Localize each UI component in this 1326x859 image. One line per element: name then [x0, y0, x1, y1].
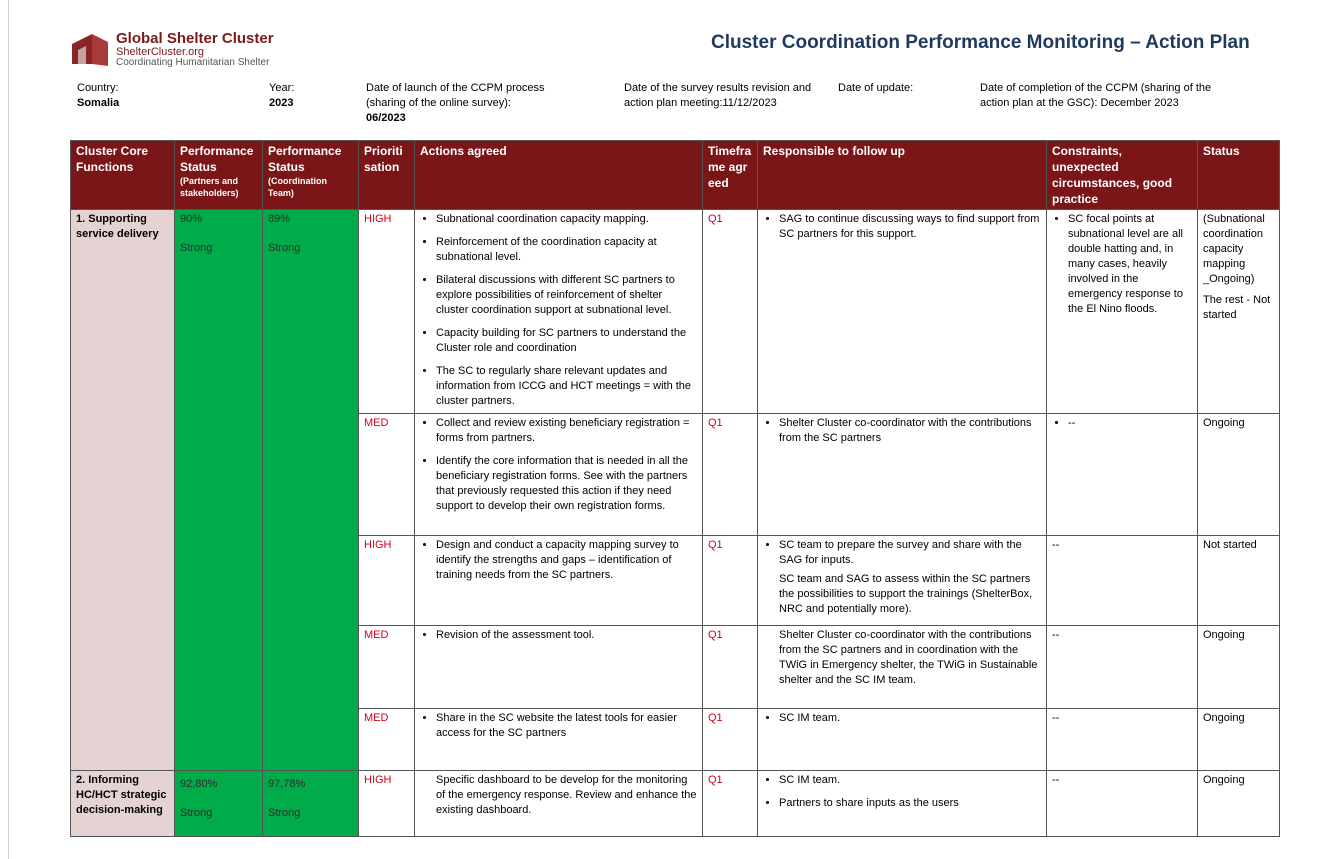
actions-cell: [415, 709, 703, 771]
priority-cell: HIGH: [359, 210, 415, 414]
section1-name: 1. Supporting service delivery: [71, 210, 175, 771]
header-prioritisation: Prioritisation: [359, 141, 415, 210]
header-cluster-core-functions: Cluster Core Functions: [71, 141, 175, 210]
logo-site: ShelterCluster.org: [116, 46, 205, 58]
timeframe-cell: Q1: [703, 210, 758, 414]
launch-label: Date of launch of the CCPM process (sharing of the online survey):: [366, 82, 545, 109]
timeframe-cell: Q1: [703, 414, 758, 536]
timeframe-cell: Q1: [703, 536, 758, 626]
action-plan-table: [70, 140, 1280, 837]
status-cell: [1198, 210, 1280, 414]
constraints-cell: [1047, 414, 1198, 536]
table-row: [71, 771, 1280, 837]
meta-completion: Date of completion of the CCPM (sharing of the action plan at the GSC): December 2023: [980, 82, 1212, 109]
action-item: • Capacity building for SC partners to understand the Cluster role and coordination: [436, 326, 697, 356]
priority-cell: MED: [359, 414, 415, 536]
action-item: • Subnational coordination capacity mapping.: [436, 212, 697, 227]
section1-perf-partners: [175, 210, 263, 771]
logo-title: Global Shelter Cluster: [116, 30, 274, 47]
status-cell: Ongoing: [1198, 771, 1280, 837]
actions-cell: [415, 414, 703, 536]
responsible-cell: [758, 414, 1047, 536]
constraints-item: • --: [1068, 416, 1192, 431]
action-item: • The SC to regularly share relevant updates and information from ICCG and HCT meetings = with the cluster partners.: [436, 364, 697, 409]
header-responsible: Responsible to follow up: [758, 141, 1047, 210]
header-perf1-label: Performance Status: [180, 144, 254, 174]
section2-name: 2. Informing HC/HCT strategic decision-making: [71, 771, 175, 837]
priority-cell: MED: [359, 709, 415, 771]
constraints-item: • SC focal points at subnational level are all double hatting and, in many cases, heavily involved in the emergency response to the El Nino floods.: [1068, 212, 1192, 317]
logo-tagline: Coordinating Humanitarian Shelter: [116, 57, 270, 68]
status-cell: Ongoing: [1198, 414, 1280, 536]
action-item: • Revision of the assessment tool.: [436, 628, 697, 643]
page-left-border: [8, 0, 9, 859]
actions-cell: Specific dashboard to be develop for the monitoring of the emergency response. Review and enhance the existing dashboard.: [415, 771, 703, 837]
responsible-cell: [758, 210, 1047, 414]
section2-perf2-label: Strong: [268, 807, 301, 819]
status-cell: Ongoing: [1198, 626, 1280, 709]
section2-perf2-value: 97,78%: [268, 778, 306, 790]
constraints-cell: --: [1047, 771, 1198, 837]
action-item: • Collect and review existing beneficiary registration = forms from partners.: [436, 416, 697, 446]
responsible-extra: SC team and SAG to assess within the SC partners the possibilities to support the trainings (ShelterBox, NRC and potentially more).: [779, 573, 1033, 615]
meta-update: Date of update:: [838, 82, 914, 94]
header-perf2-label: Performance Status: [268, 144, 342, 174]
header-perf2-sub: (Coordination Team): [268, 176, 327, 198]
constraints-cell: [1047, 210, 1198, 414]
header-constraints: Constraints, unexpected circumstances, good practice: [1047, 141, 1198, 210]
priority-cell: HIGH: [359, 771, 415, 837]
global-shelter-cluster-logo: [68, 28, 298, 72]
header-perf1-sub: (Partners and stakeholders): [180, 176, 239, 198]
constraints-cell: --: [1047, 536, 1198, 626]
responsible-cell: [758, 709, 1047, 771]
year-value: 2023: [269, 97, 294, 109]
timeframe-cell: Q1: [703, 626, 758, 709]
year-label: Year:: [269, 82, 295, 94]
header-timeframe: Timeframe agreed: [703, 141, 758, 210]
section1-perf2-value: 89%: [268, 213, 291, 225]
table-header-row: [71, 141, 1280, 210]
responsible-cell: [758, 771, 1047, 837]
action-item: • Design and conduct a capacity mapping survey to identify the strengths and gaps – identification of training needs from the SC partners.: [436, 538, 697, 583]
priority-cell: MED: [359, 626, 415, 709]
responsible-item: • SC IM team.: [779, 711, 1041, 726]
responsible-item: • Shelter Cluster co-coordinator with the contributions from the SC partners: [779, 416, 1041, 446]
timeframe-cell: Q1: [703, 771, 758, 837]
header-actions-agreed: Actions agreed: [415, 141, 703, 210]
launch-value: 06/2023: [366, 112, 406, 124]
meta-country: [77, 81, 227, 111]
status-cell: Not started: [1198, 536, 1280, 626]
constraints-cell: --: [1047, 626, 1198, 709]
section1-perf1-label: Strong: [180, 242, 213, 254]
responsible-item: • SC team to prepare the survey and share with the SAG for inputs.: [779, 538, 1041, 568]
meta-revision: Date of the survey results revision and action plan meeting:11/12/2023: [624, 82, 812, 109]
section1-perf1-value: 90%: [180, 213, 203, 225]
table-row: [71, 210, 1280, 414]
header-status: Status: [1198, 141, 1280, 210]
country-value: Somalia: [77, 97, 120, 109]
action-item: • Identify the core information that is needed in all the beneficiary registration forms. See with the partners that previously requested this action if they need support to develop their own registration forms.: [436, 454, 697, 514]
header-performance-partners: [175, 141, 263, 210]
page-title: Cluster Coordination Performance Monitoring – Action Plan: [711, 32, 1250, 53]
section2-perf-partners: [175, 771, 263, 837]
responsible-cell: Shelter Cluster co-coordinator with the contributions from the SC partners and in coordination with the TWiG in Emergency shelter, the TWiG in Sustainable shelter and the SC IM team.: [758, 626, 1047, 709]
constraints-cell: --: [1047, 709, 1198, 771]
meta-launch: [366, 81, 556, 126]
header-performance-coordination: [263, 141, 359, 210]
timeframe-cell: Q1: [703, 709, 758, 771]
responsible-cell: [758, 536, 1047, 626]
priority-cell: HIGH: [359, 536, 415, 626]
actions-cell: [415, 536, 703, 626]
house-book-icon: [68, 30, 112, 68]
section2-perf-coordination: [263, 771, 359, 837]
section2-perf1-value: 92,80%: [180, 778, 218, 790]
status-cell: Ongoing: [1198, 709, 1280, 771]
status-text: The rest - Not started: [1203, 294, 1271, 321]
actions-cell: [415, 210, 703, 414]
status-text: (Subnational coordination capacity mapping _Ongoing): [1203, 213, 1265, 285]
section2-perf1-label: Strong: [180, 807, 213, 819]
responsible-item: • SAG to continue discussing ways to find support from SC partners for this support.: [779, 212, 1041, 242]
action-item: • Bilateral discussions with different SC partners to explore possibilities of reinforcement of shelter cluster coordination support at subnational level.: [436, 273, 697, 318]
country-label: Country:: [77, 82, 119, 94]
responsible-item: • SC IM team.: [779, 773, 1041, 788]
responsible-item: • Partners to share inputs as the users: [779, 796, 1041, 811]
actions-cell: [415, 626, 703, 709]
section1-perf-coordination: [263, 210, 359, 771]
meta-year: [269, 81, 349, 111]
action-item: • Share in the SC website the latest tools for easier access for the SC partners: [436, 711, 697, 741]
section1-perf2-label: Strong: [268, 242, 301, 254]
action-item: • Reinforcement of the coordination capacity at subnational level.: [436, 235, 697, 265]
